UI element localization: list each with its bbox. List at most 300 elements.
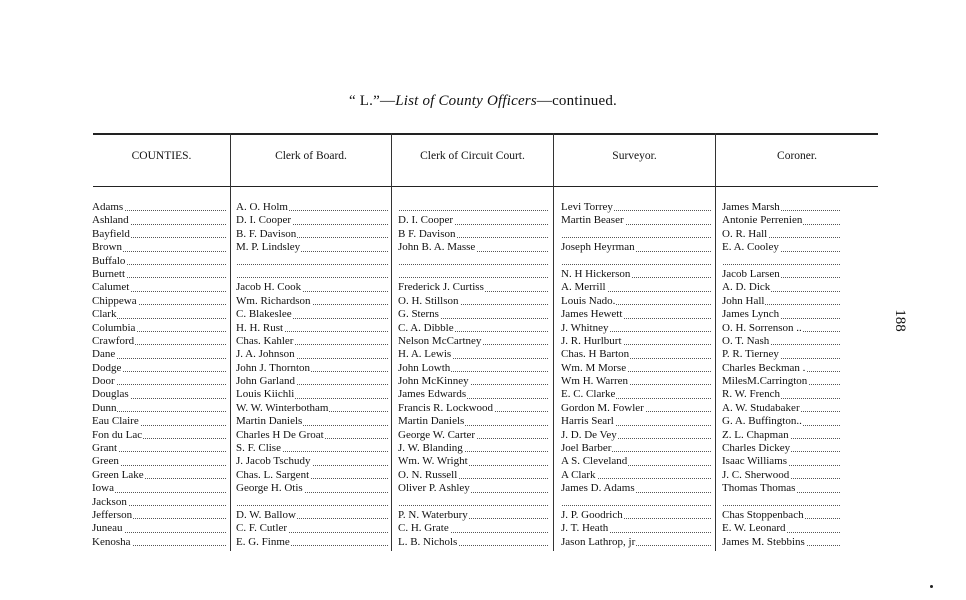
cell-text: E. A. Cooley xyxy=(722,241,779,254)
cell-text: S. F. Clise xyxy=(236,442,281,455)
county-cell xyxy=(92,415,226,428)
county-cell xyxy=(92,522,226,535)
table-row xyxy=(0,268,966,281)
cell-text: Clark xyxy=(92,308,117,321)
cell-text: Jacob Larsen xyxy=(722,267,780,280)
clerk-of-circuit-court-cell xyxy=(398,536,548,549)
clerk-of-board-cell xyxy=(236,295,388,308)
coroner-cell xyxy=(722,388,840,401)
table-row xyxy=(0,522,966,535)
cell-text: O. T. Nash xyxy=(722,334,770,347)
coroner-cell xyxy=(722,429,840,442)
table-row xyxy=(0,402,966,415)
cell-text: Jefferson xyxy=(92,508,133,521)
clerk-of-board-cell xyxy=(236,509,388,522)
coroner-cell xyxy=(722,469,840,482)
cell-text: Jason Lathrop, jr xyxy=(561,535,636,548)
county-cell xyxy=(92,469,226,482)
coroner-cell xyxy=(722,335,840,348)
cell-text: J. C. Sherwood xyxy=(722,468,790,481)
cell-text: A. Merrill xyxy=(561,281,606,294)
clerk-of-board-cell xyxy=(236,281,388,294)
coroner-cell xyxy=(722,496,840,509)
surveyor-cell xyxy=(561,375,711,388)
cell-text: O. H. Sorrenson .. xyxy=(722,321,802,334)
cell-text: D. W. Ballow xyxy=(236,508,296,521)
surveyor-cell xyxy=(561,469,711,482)
title-suffix: —continued. xyxy=(536,93,617,109)
cell-text: Bayfield xyxy=(92,227,130,240)
cell-text: J. T. Heath xyxy=(561,522,609,535)
clerk-of-board-cell xyxy=(236,442,388,455)
cell-text xyxy=(722,496,723,508)
clerk-of-circuit-court-cell xyxy=(398,322,548,335)
county-cell xyxy=(92,375,226,388)
cell-text: George W. Carter xyxy=(398,428,476,441)
table-row xyxy=(0,469,966,482)
leader-dots xyxy=(398,210,548,211)
cell-text: Dunn xyxy=(92,401,117,414)
cell-text: Eau Claire xyxy=(92,415,139,428)
clerk-of-board-cell xyxy=(236,348,388,361)
surveyor-cell xyxy=(561,429,711,442)
clerk-of-circuit-court-cell xyxy=(398,228,548,241)
surveyor-cell xyxy=(561,201,711,214)
cell-text: James D. Adams xyxy=(561,482,635,495)
clerk-of-board-cell xyxy=(236,415,388,428)
cell-text: Chas. Kahler xyxy=(236,334,294,347)
cell-text: Brown xyxy=(92,241,122,254)
table-row xyxy=(0,496,966,509)
cell-text: O. R. Hall xyxy=(722,227,768,240)
coroner-cell xyxy=(722,308,840,321)
cell-text: Douglas xyxy=(92,388,129,401)
cell-text: Adams xyxy=(92,201,124,213)
clerk-of-board-cell xyxy=(236,308,388,321)
clerk-of-circuit-court-cell xyxy=(398,455,548,468)
clerk-of-circuit-court-cell xyxy=(398,362,548,375)
header-counties: COUNTIES. xyxy=(131,150,192,162)
cell-text: Buffalo xyxy=(92,254,126,267)
cell-text: G. Sterns xyxy=(398,308,439,321)
cell-text: J. Whitney xyxy=(561,321,609,334)
clerk-of-board-cell xyxy=(236,496,388,509)
cell-text: George H. Otis xyxy=(236,482,303,495)
coroner-cell xyxy=(722,522,840,535)
surveyor-cell xyxy=(561,442,711,455)
cell-text: H. H. Rust xyxy=(236,321,284,334)
cell-text: Z. L. Chapman xyxy=(722,428,789,441)
page-number: 188 xyxy=(891,309,908,332)
county-cell xyxy=(92,281,226,294)
table-row xyxy=(0,348,966,361)
leader-dots xyxy=(561,505,711,506)
surveyor-cell xyxy=(561,362,711,375)
county-cell xyxy=(92,362,226,375)
table-row xyxy=(0,228,966,241)
surveyor-cell xyxy=(561,322,711,335)
cell-text: Wm. W. Wright xyxy=(398,455,468,468)
cell-text: B. F. Davison xyxy=(236,227,297,240)
leader-dots xyxy=(561,264,711,265)
county-cell xyxy=(92,201,226,214)
clerk-of-circuit-court-cell xyxy=(398,415,548,428)
clerk-of-circuit-court-cell xyxy=(398,375,548,388)
cell-text: Francis R. Lockwood xyxy=(398,401,494,414)
coroner-cell xyxy=(722,509,840,522)
header-clerk-of-circuit-court: Clerk of Circuit Court. xyxy=(420,150,525,162)
cell-text: C. A. Dibble xyxy=(398,321,454,334)
clerk-of-circuit-court-cell xyxy=(398,496,548,509)
cell-text: Juneau xyxy=(92,522,123,535)
surveyor-cell xyxy=(561,214,711,227)
county-cell xyxy=(92,308,226,321)
county-cell xyxy=(92,335,226,348)
clerk-of-circuit-court-cell xyxy=(398,281,548,294)
clerk-of-circuit-court-cell xyxy=(398,388,548,401)
clerk-of-circuit-court-cell xyxy=(398,442,548,455)
table-row xyxy=(0,536,966,549)
cell-text: Levi Torrey xyxy=(561,201,613,213)
surveyor-cell xyxy=(561,509,711,522)
cell-text: G. A. Buffington.. xyxy=(722,415,802,428)
title-prefix: “ L.”— xyxy=(349,93,396,109)
clerk-of-circuit-court-cell xyxy=(398,348,548,361)
cell-text: Dane xyxy=(92,348,116,361)
coroner-cell xyxy=(722,536,840,549)
cell-text: James Hewett xyxy=(561,308,623,321)
clerk-of-board-cell xyxy=(236,268,388,281)
clerk-of-board-cell xyxy=(236,469,388,482)
county-cell xyxy=(92,442,226,455)
cell-text: Nelson McCartney xyxy=(398,334,482,347)
county-cell xyxy=(92,482,226,495)
cell-text: J. A. Johnson xyxy=(236,348,295,361)
cell-text: C. H. Grate xyxy=(398,522,449,535)
cell-text: B F. Davison xyxy=(398,227,456,240)
cell-text: John Hall xyxy=(722,294,765,307)
cell-text xyxy=(236,255,237,267)
header-coroner: Coroner. xyxy=(777,150,817,162)
surveyor-cell xyxy=(561,255,711,268)
cell-text: L. B. Nichols xyxy=(398,535,458,548)
cell-text: Joseph Heyrman xyxy=(561,241,635,254)
clerk-of-circuit-court-cell xyxy=(398,402,548,415)
clerk-of-board-cell xyxy=(236,335,388,348)
clerk-of-circuit-court-cell xyxy=(398,522,548,535)
clerk-of-board-cell xyxy=(236,214,388,227)
surveyor-cell xyxy=(561,482,711,495)
coroner-cell xyxy=(722,255,840,268)
cell-text: P. N. Waterbury xyxy=(398,508,468,521)
leader-dots xyxy=(398,277,548,278)
cell-text: C. Blakeslee xyxy=(236,308,292,321)
clerk-of-circuit-court-cell xyxy=(398,214,548,227)
county-cell xyxy=(92,322,226,335)
table-row xyxy=(0,255,966,268)
cell-text: E. C. Clarke xyxy=(561,388,616,401)
cell-text: Ashland xyxy=(92,214,129,227)
cell-text: M. P. Lindsley xyxy=(236,241,301,254)
cell-text: Jacob H. Cook xyxy=(236,281,302,294)
clerk-of-circuit-court-cell xyxy=(398,255,548,268)
cell-text: James Edwards xyxy=(398,388,467,401)
cell-text: Isaac Williams xyxy=(722,455,788,468)
table-row xyxy=(0,322,966,335)
cell-text: Green Lake xyxy=(92,468,144,481)
leader-dots xyxy=(236,505,388,506)
table-row xyxy=(0,335,966,348)
clerk-of-circuit-court-cell xyxy=(398,201,548,214)
county-cell xyxy=(92,214,226,227)
cell-text: J. W. Blanding xyxy=(398,442,463,455)
cell-text: Gordon M. Fowler xyxy=(561,401,644,414)
coroner-cell xyxy=(722,482,840,495)
cell-text: Fon du Lac xyxy=(92,428,143,441)
clerk-of-board-cell xyxy=(236,388,388,401)
cell-text: John Garland xyxy=(236,375,295,388)
table-row xyxy=(0,362,966,375)
cell-text: Charles H De Groat xyxy=(236,428,324,441)
clerk-of-circuit-court-cell xyxy=(398,509,548,522)
county-cell xyxy=(92,455,226,468)
cell-text: Charles Beckman . xyxy=(722,361,806,374)
cell-text: Crawford xyxy=(92,334,135,347)
page-title xyxy=(0,93,966,110)
clerk-of-circuit-court-cell xyxy=(398,268,548,281)
table-row xyxy=(0,214,966,227)
cell-text: Calumet xyxy=(92,281,130,294)
surveyor-cell xyxy=(561,281,711,294)
header-surveyor: Surveyor. xyxy=(612,150,657,162)
cell-text: Wm. M Morse xyxy=(561,361,627,374)
cell-text: Kenosha xyxy=(92,535,131,548)
cell-text: J. P. Goodrich xyxy=(561,508,623,521)
table-row xyxy=(0,295,966,308)
table-row xyxy=(0,415,966,428)
cell-text: Wm. Richardson xyxy=(236,294,311,307)
clerk-of-board-cell xyxy=(236,362,388,375)
county-cell xyxy=(92,402,226,415)
surveyor-cell xyxy=(561,335,711,348)
cell-text: A S. Cleveland xyxy=(561,455,628,468)
header-bottom-rule xyxy=(93,186,878,187)
coroner-cell xyxy=(722,268,840,281)
cell-text: Martin Daniels xyxy=(236,415,303,428)
coroner-cell xyxy=(722,322,840,335)
cell-text: John McKinney xyxy=(398,375,469,388)
cell-text: J. D. De Vey xyxy=(561,428,617,441)
surveyor-cell xyxy=(561,402,711,415)
cell-text xyxy=(398,496,399,508)
print-speck xyxy=(930,585,933,588)
leader-dots xyxy=(398,505,548,506)
cell-text xyxy=(561,255,562,267)
cell-text: H. A. Lewis xyxy=(398,348,452,361)
surveyor-cell xyxy=(561,536,711,549)
cell-text: A. W. Studabaker xyxy=(722,401,800,414)
county-cell xyxy=(92,429,226,442)
cell-text: John J. Thornton xyxy=(236,361,311,374)
header-clerk-of-board: Clerk of Board. xyxy=(275,150,347,162)
table-row xyxy=(0,388,966,401)
table-row xyxy=(0,375,966,388)
table-row xyxy=(0,201,966,214)
table-top-rule xyxy=(93,133,878,135)
table-row xyxy=(0,281,966,294)
cell-text: R. W. French xyxy=(722,388,781,401)
county-cell xyxy=(92,496,226,509)
cell-text: Jackson xyxy=(92,495,127,508)
clerk-of-circuit-court-cell xyxy=(398,295,548,308)
cell-text xyxy=(236,496,237,508)
cell-text: Joel Barber xyxy=(561,442,612,455)
cell-text: James M. Stebbins xyxy=(722,535,805,548)
county-cell xyxy=(92,228,226,241)
leader-dots xyxy=(722,264,840,265)
leader-dots xyxy=(398,264,548,265)
surveyor-cell xyxy=(561,455,711,468)
cell-text: Thomas Thomas xyxy=(722,482,796,495)
clerk-of-circuit-court-cell xyxy=(398,241,548,254)
county-cell xyxy=(92,295,226,308)
cell-text: E. W. Leonard xyxy=(722,522,786,535)
clerk-of-board-cell xyxy=(236,255,388,268)
clerk-of-board-cell xyxy=(236,429,388,442)
table-row xyxy=(0,455,966,468)
cell-text: Green xyxy=(92,455,119,468)
title-italic: List of County Officers xyxy=(395,93,537,109)
cell-text: O. H. Stillson xyxy=(398,294,459,307)
surveyor-cell xyxy=(561,268,711,281)
cell-text: Harris Searl xyxy=(561,415,614,428)
coroner-cell xyxy=(722,214,840,227)
cell-text: Oliver P. Ashley xyxy=(398,482,470,495)
cell-text: MilesM.Carrington xyxy=(722,375,808,388)
cell-text: A. D. Dick xyxy=(722,281,771,294)
leader-dots xyxy=(722,505,840,506)
cell-text xyxy=(561,496,562,508)
cell-text: Louis Kiichli xyxy=(236,388,295,401)
county-cell xyxy=(92,536,226,549)
coroner-cell xyxy=(722,228,840,241)
cell-text: Dodge xyxy=(92,361,122,374)
clerk-of-board-cell xyxy=(236,402,388,415)
cell-text: Antonie Perrenien xyxy=(722,214,803,227)
cell-text xyxy=(398,268,399,280)
clerk-of-circuit-court-cell xyxy=(398,308,548,321)
county-cell xyxy=(92,241,226,254)
cell-text: C. F. Cutler xyxy=(236,522,288,535)
leader-dots xyxy=(236,277,388,278)
cell-text: Chas. L. Sargent xyxy=(236,468,310,481)
cell-text: Grant xyxy=(92,442,118,455)
clerk-of-board-cell xyxy=(236,201,388,214)
surveyor-cell xyxy=(561,415,711,428)
coroner-cell xyxy=(722,295,840,308)
clerk-of-board-cell xyxy=(236,455,388,468)
coroner-cell xyxy=(722,241,840,254)
coroner-cell xyxy=(722,375,840,388)
surveyor-cell xyxy=(561,228,711,241)
county-cell xyxy=(92,509,226,522)
clerk-of-circuit-court-cell xyxy=(398,335,548,348)
cell-text xyxy=(561,228,562,240)
clerk-of-board-cell xyxy=(236,241,388,254)
cell-text: Chas Stoppenbach xyxy=(722,508,804,521)
cell-text: James Marsh xyxy=(722,201,780,213)
cell-text: Louis Nado. xyxy=(561,294,616,307)
cell-text: D. I. Cooper xyxy=(236,214,291,227)
cell-text xyxy=(398,201,399,213)
county-cell xyxy=(92,348,226,361)
cell-text: A. O. Holm xyxy=(236,201,288,213)
cell-text: Martin Beaser xyxy=(561,214,624,227)
leader-dots xyxy=(561,237,711,238)
table-row xyxy=(0,241,966,254)
cell-text: E. G. Finme xyxy=(236,535,290,548)
clerk-of-circuit-court-cell xyxy=(398,469,548,482)
cell-text: James Lynch xyxy=(722,308,780,321)
surveyor-cell xyxy=(561,348,711,361)
cell-text: Chas. H Barton xyxy=(561,348,630,361)
surveyor-cell xyxy=(561,241,711,254)
coroner-cell xyxy=(722,348,840,361)
leader-dots xyxy=(236,264,388,265)
cell-text: Burnett xyxy=(92,267,125,280)
coroner-cell xyxy=(722,201,840,214)
cell-text: Chippewa xyxy=(92,294,137,307)
cell-text: O. N. Russell xyxy=(398,468,458,481)
cell-text: John B. A. Masse xyxy=(398,241,476,254)
coroner-cell xyxy=(722,281,840,294)
table-row xyxy=(0,482,966,495)
coroner-cell xyxy=(722,362,840,375)
table-row xyxy=(0,308,966,321)
clerk-of-board-cell xyxy=(236,375,388,388)
clerk-of-board-cell xyxy=(236,522,388,535)
surveyor-cell xyxy=(561,522,711,535)
cell-text: W. W. Winterbotham xyxy=(236,401,329,414)
county-officers-table xyxy=(0,201,966,549)
cell-text xyxy=(236,268,237,280)
clerk-of-board-cell xyxy=(236,322,388,335)
clerk-of-circuit-court-cell xyxy=(398,482,548,495)
coroner-cell xyxy=(722,442,840,455)
surveyor-cell xyxy=(561,308,711,321)
county-cell xyxy=(92,255,226,268)
cell-text: J. R. Hurlburt xyxy=(561,334,622,347)
county-cell xyxy=(92,268,226,281)
cell-text: Wm H. Warren xyxy=(561,375,629,388)
cell-text: John Lowth xyxy=(398,361,451,374)
clerk-of-circuit-court-cell xyxy=(398,429,548,442)
cell-text: J. Jacob Tschudy xyxy=(236,455,311,468)
cell-text: N. H Hickerson xyxy=(561,267,631,280)
cell-text: Frederick J. Curtiss xyxy=(398,281,484,294)
clerk-of-board-cell xyxy=(236,482,388,495)
cell-text: Iowa xyxy=(92,482,114,495)
table-row xyxy=(0,509,966,522)
cell-text: P. R. Tierney xyxy=(722,348,779,361)
coroner-cell xyxy=(722,415,840,428)
table-row xyxy=(0,442,966,455)
surveyor-cell xyxy=(561,388,711,401)
coroner-cell xyxy=(722,455,840,468)
clerk-of-board-cell xyxy=(236,536,388,549)
surveyor-cell xyxy=(561,295,711,308)
cell-text: Charles Dickey xyxy=(722,442,791,455)
